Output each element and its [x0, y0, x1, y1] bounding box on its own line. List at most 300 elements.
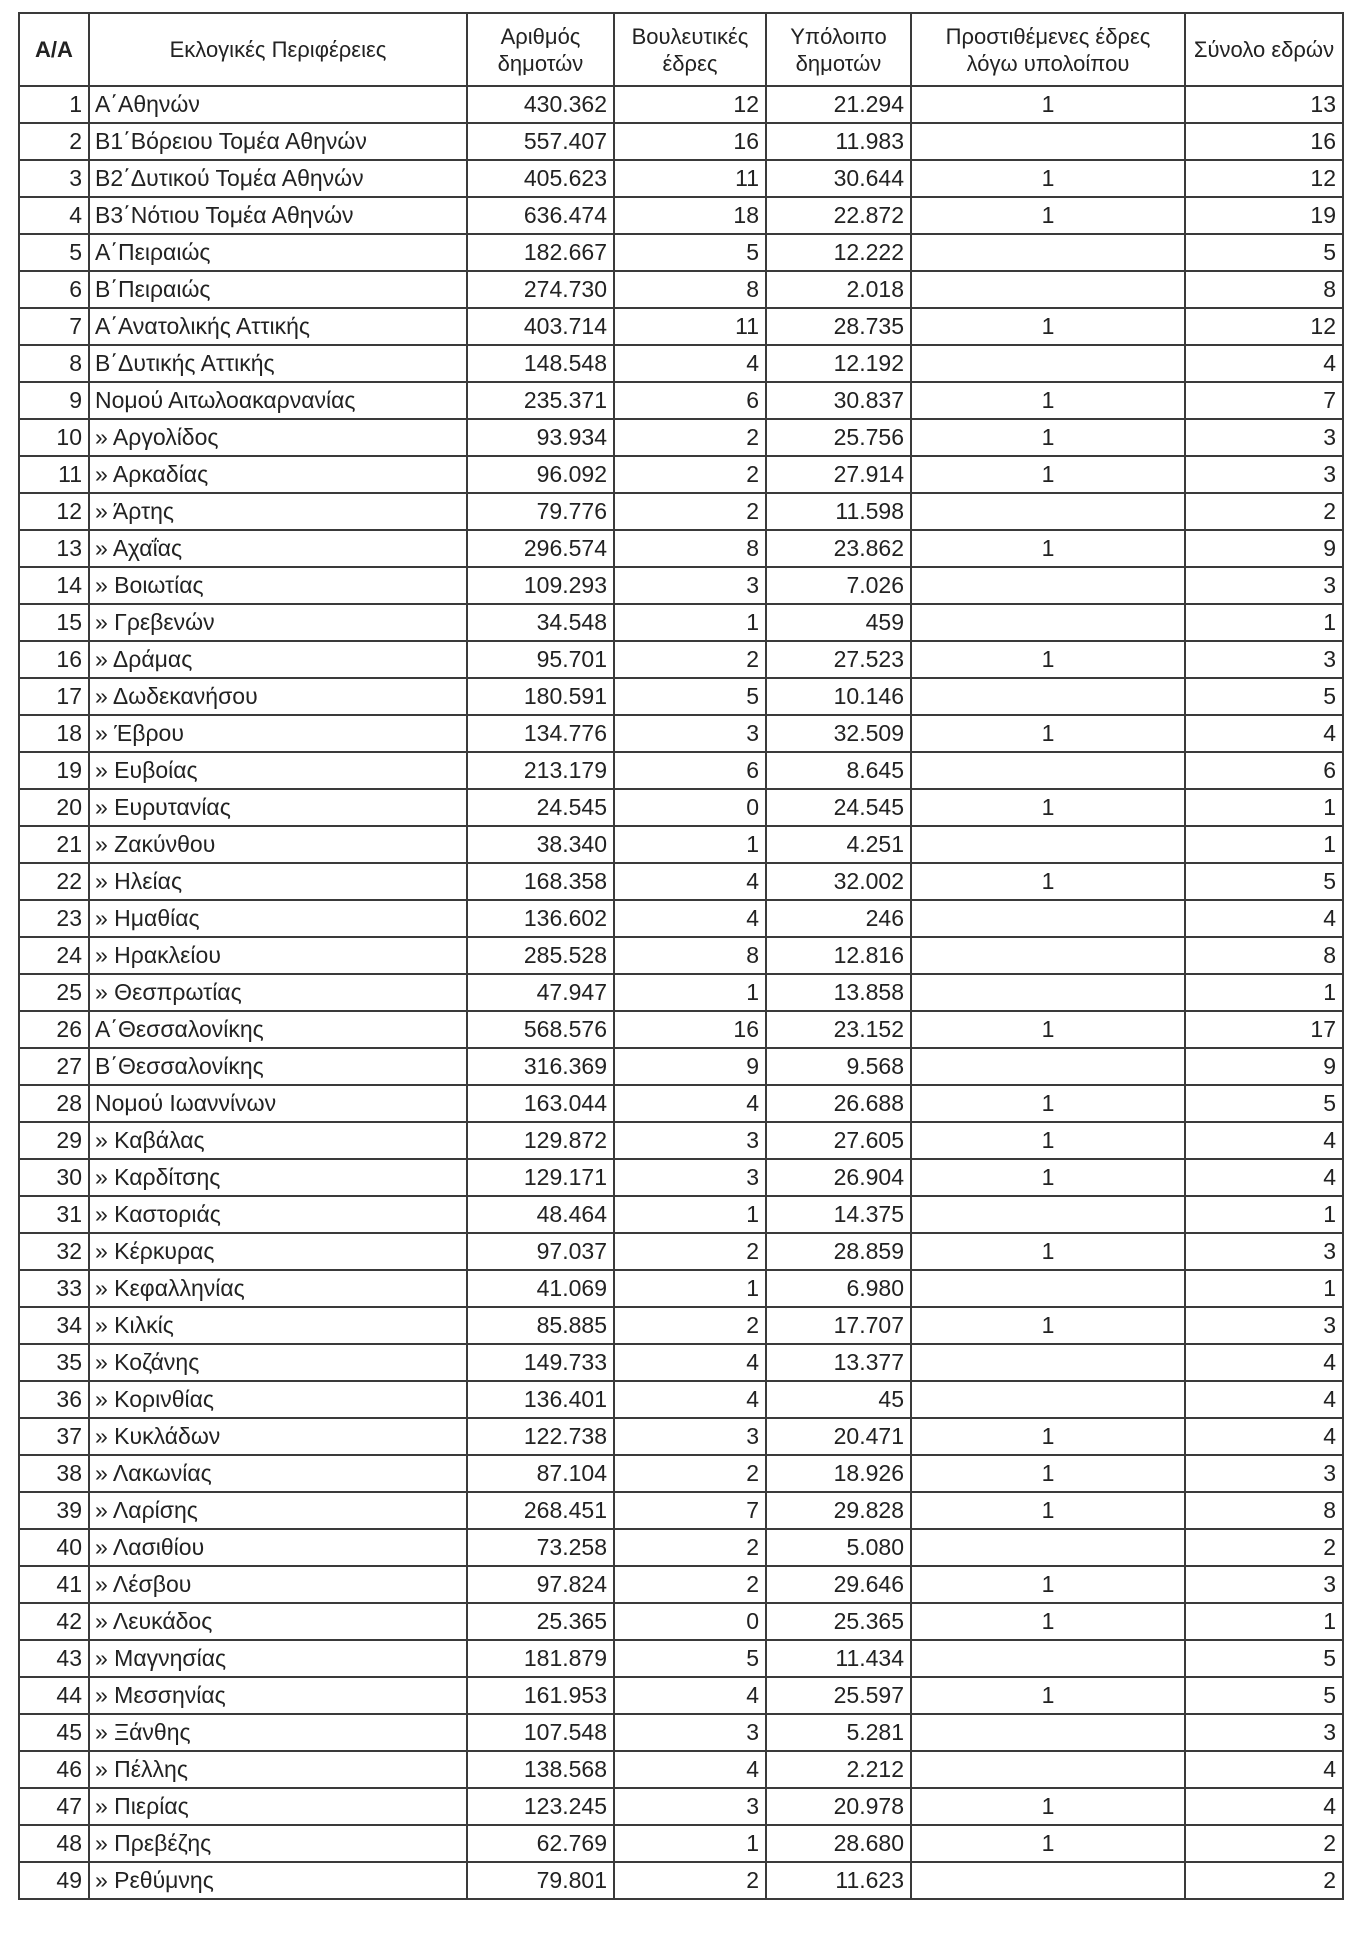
cell-remainder: 11.623 [766, 1862, 911, 1899]
cell-added-seats [911, 1270, 1185, 1307]
cell-aa: 15 [19, 604, 89, 641]
cell-voters: 430.362 [467, 86, 614, 123]
cell-aa: 7 [19, 308, 89, 345]
cell-region: » Κέρκυρας [89, 1233, 467, 1270]
cell-total-seats: 3 [1185, 419, 1343, 456]
cell-aa: 6 [19, 271, 89, 308]
cell-aa: 29 [19, 1122, 89, 1159]
cell-total-seats: 3 [1185, 1714, 1343, 1751]
cell-added-seats: 1 [911, 1418, 1185, 1455]
cell-added-seats: 1 [911, 308, 1185, 345]
cell-voters: 268.451 [467, 1492, 614, 1529]
cell-region: » Κορινθίας [89, 1381, 467, 1418]
table-row [19, 1048, 1343, 1085]
cell-region: » Ευρυτανίας [89, 789, 467, 826]
cell-remainder: 9.568 [766, 1048, 911, 1085]
cell-region: » Αχαΐας [89, 530, 467, 567]
cell-added-seats: 1 [911, 1159, 1185, 1196]
cell-voters: 182.667 [467, 234, 614, 271]
cell-aa: 21 [19, 826, 89, 863]
cell-voters: 109.293 [467, 567, 614, 604]
cell-region: » Πέλλης [89, 1751, 467, 1788]
table-body [19, 86, 1343, 1899]
cell-total-seats: 12 [1185, 308, 1343, 345]
cell-seats: 4 [614, 1344, 766, 1381]
cell-added-seats: 1 [911, 1566, 1185, 1603]
cell-aa: 20 [19, 789, 89, 826]
cell-region: » Λακωνίας [89, 1455, 467, 1492]
cell-seats: 3 [614, 1122, 766, 1159]
cell-seats: 12 [614, 86, 766, 123]
cell-remainder: 25.365 [766, 1603, 911, 1640]
cell-aa: 45 [19, 1714, 89, 1751]
cell-total-seats: 19 [1185, 197, 1343, 234]
cell-remainder: 6.980 [766, 1270, 911, 1307]
table-row [19, 604, 1343, 641]
cell-seats: 2 [614, 1455, 766, 1492]
cell-remainder: 20.978 [766, 1788, 911, 1825]
cell-added-seats [911, 1714, 1185, 1751]
cell-region: Α΄Αθηνών [89, 86, 467, 123]
cell-added-seats: 1 [911, 715, 1185, 752]
cell-voters: 557.407 [467, 123, 614, 160]
cell-remainder: 23.862 [766, 530, 911, 567]
cell-seats: 18 [614, 197, 766, 234]
cell-seats: 4 [614, 863, 766, 900]
cell-added-seats: 1 [911, 1307, 1185, 1344]
cell-region: Β3΄Νότιου Τομέα Αθηνών [89, 197, 467, 234]
cell-total-seats: 3 [1185, 1455, 1343, 1492]
cell-seats: 8 [614, 530, 766, 567]
cell-seats: 11 [614, 308, 766, 345]
table-row [19, 1270, 1343, 1307]
cell-region: » Μεσσηνίας [89, 1677, 467, 1714]
cell-seats: 9 [614, 1048, 766, 1085]
cell-aa: 19 [19, 752, 89, 789]
cell-region: » Μαγνησίας [89, 1640, 467, 1677]
cell-seats: 0 [614, 789, 766, 826]
cell-added-seats [911, 1529, 1185, 1566]
cell-seats: 1 [614, 1196, 766, 1233]
header-region: Εκλογικές Περιφέρειες [89, 13, 467, 86]
cell-seats: 5 [614, 678, 766, 715]
cell-added-seats: 1 [911, 1455, 1185, 1492]
header-voters: Αριθμός δημοτών [467, 13, 614, 86]
cell-voters: 161.953 [467, 1677, 614, 1714]
table-row [19, 567, 1343, 604]
cell-aa: 35 [19, 1344, 89, 1381]
cell-added-seats: 1 [911, 863, 1185, 900]
cell-region: » Ζακύνθου [89, 826, 467, 863]
cell-region: » Θεσπρωτίας [89, 974, 467, 1011]
cell-total-seats: 13 [1185, 86, 1343, 123]
cell-region: » Αρκαδίας [89, 456, 467, 493]
table-row [19, 456, 1343, 493]
cell-region: Β΄Πειραιώς [89, 271, 467, 308]
cell-total-seats: 2 [1185, 493, 1343, 530]
cell-aa: 2 [19, 123, 89, 160]
cell-voters: 24.545 [467, 789, 614, 826]
table-row [19, 1381, 1343, 1418]
table-row [19, 419, 1343, 456]
cell-remainder: 459 [766, 604, 911, 641]
cell-voters: 636.474 [467, 197, 614, 234]
cell-remainder: 23.152 [766, 1011, 911, 1048]
cell-added-seats: 1 [911, 419, 1185, 456]
cell-total-seats: 3 [1185, 1307, 1343, 1344]
table-row [19, 1418, 1343, 1455]
cell-voters: 34.548 [467, 604, 614, 641]
cell-aa: 26 [19, 1011, 89, 1048]
cell-region: » Λαρίσης [89, 1492, 467, 1529]
cell-voters: 403.714 [467, 308, 614, 345]
cell-region: » Λευκάδος [89, 1603, 467, 1640]
cell-added-seats [911, 752, 1185, 789]
cell-voters: 95.701 [467, 641, 614, 678]
cell-aa: 34 [19, 1307, 89, 1344]
cell-voters: 41.069 [467, 1270, 614, 1307]
cell-seats: 1 [614, 604, 766, 641]
cell-voters: 73.258 [467, 1529, 614, 1566]
cell-aa: 8 [19, 345, 89, 382]
cell-seats: 2 [614, 419, 766, 456]
cell-voters: 122.738 [467, 1418, 614, 1455]
cell-seats: 2 [614, 1529, 766, 1566]
cell-added-seats [911, 493, 1185, 530]
cell-aa: 48 [19, 1825, 89, 1862]
cell-total-seats: 17 [1185, 1011, 1343, 1048]
cell-voters: 96.092 [467, 456, 614, 493]
cell-added-seats [911, 1381, 1185, 1418]
cell-total-seats: 6 [1185, 752, 1343, 789]
cell-added-seats [911, 974, 1185, 1011]
cell-voters: 180.591 [467, 678, 614, 715]
table-row [19, 641, 1343, 678]
cell-remainder: 20.471 [766, 1418, 911, 1455]
cell-aa: 13 [19, 530, 89, 567]
cell-seats: 4 [614, 1751, 766, 1788]
table-row [19, 1677, 1343, 1714]
cell-voters: 136.602 [467, 900, 614, 937]
cell-seats: 1 [614, 1270, 766, 1307]
cell-voters: 568.576 [467, 1011, 614, 1048]
cell-total-seats: 4 [1185, 1418, 1343, 1455]
table-row [19, 1085, 1343, 1122]
cell-total-seats: 5 [1185, 863, 1343, 900]
cell-region: » Αργολίδος [89, 419, 467, 456]
cell-voters: 148.548 [467, 345, 614, 382]
table-row [19, 160, 1343, 197]
cell-total-seats: 2 [1185, 1862, 1343, 1899]
cell-region: » Ευβοίας [89, 752, 467, 789]
cell-region: » Γρεβενών [89, 604, 467, 641]
table-row [19, 308, 1343, 345]
seat-allocation-sheet [18, 12, 1342, 1900]
cell-seats: 3 [614, 1714, 766, 1751]
cell-seats: 16 [614, 1011, 766, 1048]
cell-total-seats: 2 [1185, 1825, 1343, 1862]
cell-voters: 138.568 [467, 1751, 614, 1788]
cell-total-seats: 5 [1185, 1640, 1343, 1677]
header-total-seats: Σύνολο εδρών [1185, 13, 1343, 86]
cell-voters: 168.358 [467, 863, 614, 900]
header-aa: Α/Α [19, 13, 89, 86]
cell-voters: 129.171 [467, 1159, 614, 1196]
cell-remainder: 30.644 [766, 160, 911, 197]
cell-added-seats: 1 [911, 382, 1185, 419]
table-row [19, 678, 1343, 715]
cell-seats: 7 [614, 1492, 766, 1529]
cell-seats: 3 [614, 1788, 766, 1825]
cell-seats: 0 [614, 1603, 766, 1640]
cell-voters: 87.104 [467, 1455, 614, 1492]
cell-total-seats: 5 [1185, 1677, 1343, 1714]
cell-added-seats [911, 1751, 1185, 1788]
cell-remainder: 12.222 [766, 234, 911, 271]
cell-added-seats: 1 [911, 1825, 1185, 1862]
cell-remainder: 8.645 [766, 752, 911, 789]
cell-remainder: 4.251 [766, 826, 911, 863]
table-row [19, 1603, 1343, 1640]
cell-total-seats: 4 [1185, 1381, 1343, 1418]
cell-added-seats: 1 [911, 1122, 1185, 1159]
cell-region: » Ξάνθης [89, 1714, 467, 1751]
cell-aa: 44 [19, 1677, 89, 1714]
table-row [19, 1455, 1343, 1492]
cell-region: » Ημαθίας [89, 900, 467, 937]
cell-voters: 149.733 [467, 1344, 614, 1381]
table-row [19, 1011, 1343, 1048]
table-row [19, 937, 1343, 974]
cell-region: » Καστοριάς [89, 1196, 467, 1233]
cell-seats: 4 [614, 1381, 766, 1418]
cell-seats: 2 [614, 641, 766, 678]
cell-total-seats: 7 [1185, 382, 1343, 419]
cell-added-seats [911, 1344, 1185, 1381]
cell-added-seats: 1 [911, 1603, 1185, 1640]
cell-region: » Πρεβέζης [89, 1825, 467, 1862]
cell-aa: 16 [19, 641, 89, 678]
cell-total-seats: 12 [1185, 160, 1343, 197]
cell-voters: 62.769 [467, 1825, 614, 1862]
cell-total-seats: 9 [1185, 530, 1343, 567]
cell-voters: 79.801 [467, 1862, 614, 1899]
cell-region: » Ηλείας [89, 863, 467, 900]
cell-added-seats: 1 [911, 641, 1185, 678]
cell-aa: 1 [19, 86, 89, 123]
cell-added-seats: 1 [911, 1233, 1185, 1270]
cell-seats: 3 [614, 1418, 766, 1455]
cell-seats: 8 [614, 271, 766, 308]
cell-total-seats: 1 [1185, 604, 1343, 641]
cell-aa: 41 [19, 1566, 89, 1603]
table-row [19, 1825, 1343, 1862]
cell-remainder: 27.605 [766, 1122, 911, 1159]
table-row [19, 1640, 1343, 1677]
cell-total-seats: 2 [1185, 1529, 1343, 1566]
cell-remainder: 22.872 [766, 197, 911, 234]
cell-added-seats [911, 1196, 1185, 1233]
cell-added-seats: 1 [911, 1011, 1185, 1048]
cell-seats: 8 [614, 937, 766, 974]
table-row [19, 123, 1343, 160]
table-row [19, 715, 1343, 752]
cell-remainder: 2.212 [766, 1751, 911, 1788]
cell-aa: 43 [19, 1640, 89, 1677]
cell-remainder: 13.858 [766, 974, 911, 1011]
cell-aa: 5 [19, 234, 89, 271]
table-row [19, 1307, 1343, 1344]
cell-voters: 274.730 [467, 271, 614, 308]
cell-total-seats: 4 [1185, 715, 1343, 752]
cell-total-seats: 1 [1185, 789, 1343, 826]
cell-total-seats: 8 [1185, 1492, 1343, 1529]
cell-total-seats: 5 [1185, 678, 1343, 715]
cell-remainder: 26.688 [766, 1085, 911, 1122]
cell-added-seats: 1 [911, 197, 1185, 234]
cell-aa: 38 [19, 1455, 89, 1492]
cell-region: Β΄Θεσσαλονίκης [89, 1048, 467, 1085]
cell-region: » Καρδίτσης [89, 1159, 467, 1196]
cell-seats: 5 [614, 234, 766, 271]
cell-seats: 16 [614, 123, 766, 160]
cell-aa: 22 [19, 863, 89, 900]
cell-added-seats: 1 [911, 1788, 1185, 1825]
cell-aa: 37 [19, 1418, 89, 1455]
cell-added-seats: 1 [911, 86, 1185, 123]
cell-seats: 4 [614, 345, 766, 382]
cell-total-seats: 5 [1185, 1085, 1343, 1122]
cell-added-seats: 1 [911, 456, 1185, 493]
cell-seats: 2 [614, 456, 766, 493]
cell-remainder: 2.018 [766, 271, 911, 308]
cell-region: » Έβρου [89, 715, 467, 752]
cell-remainder: 24.545 [766, 789, 911, 826]
table-row [19, 530, 1343, 567]
table-row [19, 345, 1343, 382]
cell-seats: 3 [614, 715, 766, 752]
cell-seats: 11 [614, 160, 766, 197]
cell-region: » Λασιθίου [89, 1529, 467, 1566]
cell-remainder: 28.680 [766, 1825, 911, 1862]
cell-voters: 107.548 [467, 1714, 614, 1751]
cell-remainder: 11.434 [766, 1640, 911, 1677]
cell-seats: 4 [614, 1677, 766, 1714]
cell-total-seats: 8 [1185, 937, 1343, 974]
cell-voters: 79.776 [467, 493, 614, 530]
cell-aa: 23 [19, 900, 89, 937]
cell-remainder: 5.281 [766, 1714, 911, 1751]
cell-aa: 32 [19, 1233, 89, 1270]
cell-total-seats: 3 [1185, 641, 1343, 678]
cell-remainder: 7.026 [766, 567, 911, 604]
cell-remainder: 28.859 [766, 1233, 911, 1270]
cell-voters: 181.879 [467, 1640, 614, 1677]
cell-total-seats: 4 [1185, 1751, 1343, 1788]
cell-voters: 123.245 [467, 1788, 614, 1825]
cell-voters: 136.401 [467, 1381, 614, 1418]
table-row [19, 1566, 1343, 1603]
cell-seats: 4 [614, 1085, 766, 1122]
cell-seats: 6 [614, 752, 766, 789]
table-row [19, 1159, 1343, 1196]
cell-added-seats: 1 [911, 160, 1185, 197]
table-row [19, 1788, 1343, 1825]
cell-voters: 405.623 [467, 160, 614, 197]
cell-aa: 33 [19, 1270, 89, 1307]
cell-added-seats [911, 826, 1185, 863]
cell-remainder: 11.598 [766, 493, 911, 530]
cell-aa: 42 [19, 1603, 89, 1640]
cell-seats: 2 [614, 1233, 766, 1270]
cell-seats: 5 [614, 1640, 766, 1677]
cell-remainder: 10.146 [766, 678, 911, 715]
cell-total-seats: 8 [1185, 271, 1343, 308]
table-row [19, 1196, 1343, 1233]
cell-aa: 17 [19, 678, 89, 715]
cell-aa: 36 [19, 1381, 89, 1418]
cell-total-seats: 1 [1185, 1270, 1343, 1307]
cell-voters: 163.044 [467, 1085, 614, 1122]
cell-seats: 3 [614, 1159, 766, 1196]
cell-seats: 1 [614, 826, 766, 863]
cell-total-seats: 9 [1185, 1048, 1343, 1085]
table-row [19, 1122, 1343, 1159]
cell-remainder: 26.904 [766, 1159, 911, 1196]
cell-remainder: 5.080 [766, 1529, 911, 1566]
cell-seats: 1 [614, 974, 766, 1011]
cell-aa: 27 [19, 1048, 89, 1085]
cell-region: » Πιερίας [89, 1788, 467, 1825]
cell-remainder: 11.983 [766, 123, 911, 160]
cell-aa: 12 [19, 493, 89, 530]
cell-aa: 10 [19, 419, 89, 456]
cell-total-seats: 3 [1185, 1566, 1343, 1603]
cell-seats: 6 [614, 382, 766, 419]
cell-region: » Άρτης [89, 493, 467, 530]
cell-seats: 2 [614, 1862, 766, 1899]
cell-region: Α΄Θεσσαλονίκης [89, 1011, 467, 1048]
cell-aa: 4 [19, 197, 89, 234]
cell-aa: 39 [19, 1492, 89, 1529]
cell-added-seats [911, 678, 1185, 715]
cell-region: Β2΄Δυτικού Τομέα Αθηνών [89, 160, 467, 197]
cell-region: Α΄Ανατολικής Αττικής [89, 308, 467, 345]
cell-added-seats: 1 [911, 789, 1185, 826]
cell-aa: 40 [19, 1529, 89, 1566]
cell-region: » Κυκλάδων [89, 1418, 467, 1455]
table-row [19, 1529, 1343, 1566]
header-seats: Βουλευτικές έδρες [614, 13, 766, 86]
cell-aa: 31 [19, 1196, 89, 1233]
cell-aa: 46 [19, 1751, 89, 1788]
cell-region: Νομού Αιτωλοακαρνανίας [89, 382, 467, 419]
cell-total-seats: 4 [1185, 345, 1343, 382]
cell-voters: 93.934 [467, 419, 614, 456]
cell-total-seats: 5 [1185, 234, 1343, 271]
table-row [19, 1751, 1343, 1788]
cell-aa: 49 [19, 1862, 89, 1899]
cell-added-seats: 1 [911, 1085, 1185, 1122]
table-row [19, 382, 1343, 419]
table-row [19, 900, 1343, 937]
cell-added-seats [911, 567, 1185, 604]
cell-seats: 3 [614, 567, 766, 604]
cell-remainder: 29.646 [766, 1566, 911, 1603]
cell-total-seats: 3 [1185, 567, 1343, 604]
cell-total-seats: 1 [1185, 974, 1343, 1011]
cell-voters: 213.179 [467, 752, 614, 789]
